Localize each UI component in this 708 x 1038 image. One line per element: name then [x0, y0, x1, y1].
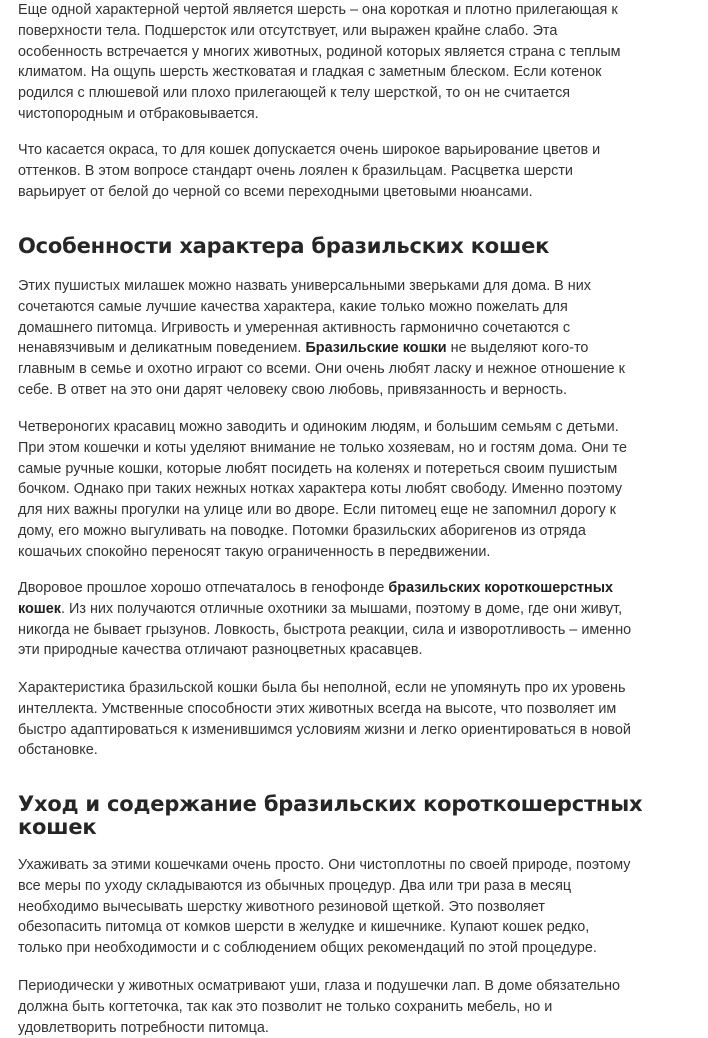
text-line: для них важны прогулки на улице или во дворе. Если питомец еще не запомнил дорогу к: [18, 502, 616, 519]
text-line: все меры по уходу складываются из обычных процедур. Два или три раза в месяц: [18, 877, 572, 894]
text-line: должна быть когтеточка, так как это позволит не только сохранить мебель, но и: [18, 998, 553, 1015]
paragraph-intellect: [18, 678, 631, 761]
text-line: быстро адаптироваться к изменившимся условиям жизни и легко ориентироваться в новой: [18, 721, 631, 738]
text-line: Этих пушистых милашек можно назвать универсальными зверьками для дома. В них: [18, 278, 591, 294]
text-line: Характеристика бразильской кошки была бы неполной, если не упомянуть про их уровень: [18, 680, 626, 696]
paragraph-coat: [18, 0, 621, 125]
text-line: чистопородным и отбраковывается.: [18, 105, 259, 122]
text-line: варьирует от белой до черной со всеми переходными цветовыми нюансами.: [18, 183, 533, 200]
text-line: климатом. На ощупь шерсть жестковатая и гладкая с заметным блеском. Если котенок: [18, 64, 602, 81]
section-heading-character: Особенности характера бразильских кошек: [18, 234, 550, 258]
paragraph-color: [18, 140, 600, 202]
section-heading-care: Уход и содержание бразильских короткошерстных кошек: [18, 792, 643, 839]
text-line: кошачьих спокойно переносят такую ограниченность в передвижении.: [18, 543, 491, 560]
bold-phrase: бразильских короткошерстных: [388, 580, 614, 596]
text-line: бочком. Однако при таких нежных нотках характера коты любят свободу. Именно поэтому: [18, 481, 623, 498]
text-line: необходимо вычесывать шерстку животного резиновой щеткой. Это позволяет: [18, 898, 545, 915]
text-line: Четвероногих красавиц можно заводить и одиноким людям, и большим семьям с детьми.: [18, 419, 619, 435]
text-line: главным в семье и охотно играют со всеми. Они очень любят ласку и нежное отношение к: [18, 361, 625, 378]
text-line: кошек. Из них получаются отличные охотники за мышами, поэтому в доме, где они живут,: [18, 600, 623, 617]
paragraph-hunters: [18, 578, 631, 661]
text-line: самые ручные кошки, которые любят посидеть на коленях и потереться своим пушистым: [18, 460, 618, 477]
text-line: домашнего питомца. Игривость и умеренная активность гармонично сочетаются с: [18, 319, 571, 336]
text-line: Дворовое прошлое хорошо отпечаталось в генофонде бразильских короткошерстных: [18, 580, 614, 596]
text-line: обстановке.: [18, 742, 98, 759]
text-line: ненавязчивым и деликатным поведением. Бразильские кошки не выделяют кого-то: [18, 340, 589, 357]
text-line: Еще одной характерной чертой является шерсть – она короткая и плотно прилегающая к: [18, 2, 618, 18]
text-line: поверхности тела. Подшерсток или отсутствует, или выражен крайне слабо. Эта: [18, 22, 558, 39]
text-line: Периодически у животных осматривают уши, глаза и подушечки лап. В доме обязательно: [18, 978, 621, 994]
text-line: обезопасить питомца от комков шерсти в желудке и кишечнике. Купают кошек редко,: [18, 919, 590, 936]
text-line: оттенков. В этом вопросе стандарт очень лоялен к бразильцам. Расцветка шерсти: [18, 162, 573, 179]
paragraph-grooming: [18, 855, 630, 959]
text-line: особенность встречается у многих животных, родиной которых является страна с теплым: [18, 43, 621, 60]
text-line: удовлетворить потребности питомца.: [18, 1019, 269, 1036]
text-line: себе. В ответ на это они дарят человеку свою любовь, привязанность и верность.: [18, 381, 568, 398]
paragraph-character: [18, 276, 625, 401]
bold-phrase: кошек: [18, 600, 62, 617]
text-line: никогда не бывает грызунов. Ловкость, быстрота реакции, сила и изворотливость – именно: [18, 621, 632, 638]
text-line: дому, его можно выгуливать на поводке. Потомки бразильских аборигенов из отряда: [18, 522, 586, 539]
text-line: только при необходимости и с соблюдением общих рекомендаций по этой процедуре.: [18, 940, 597, 957]
paragraph-families: [18, 417, 627, 563]
text-line: сочетаются самые лучшие качества характера, какие только можно пожелать для: [18, 298, 568, 315]
bold-phrase: Бразильские кошки: [305, 340, 447, 357]
text-line: Что касается окраса, то для кошек допускается очень широкое варьирование цветов и: [18, 142, 601, 158]
text-line: родился с плюшевой или плохо прилегающей к телу шерсткой, то он не считается: [18, 85, 571, 102]
text-line: При этом кошечки и коты уделяют внимание не только хозяевам, но и гостям дома. Они те: [18, 439, 627, 456]
text-line: Ухаживать за этими кошечками очень просто. Они чистоплотны по своей природе, поэтому: [18, 857, 631, 873]
text-line: интеллекта. Умственные способности этих животных всегда на высоте, что позволяет им: [18, 700, 617, 717]
text-line: эти природные качества отличают разноцветных красавцев.: [18, 642, 423, 659]
paragraph-checkups: [18, 976, 620, 1038]
